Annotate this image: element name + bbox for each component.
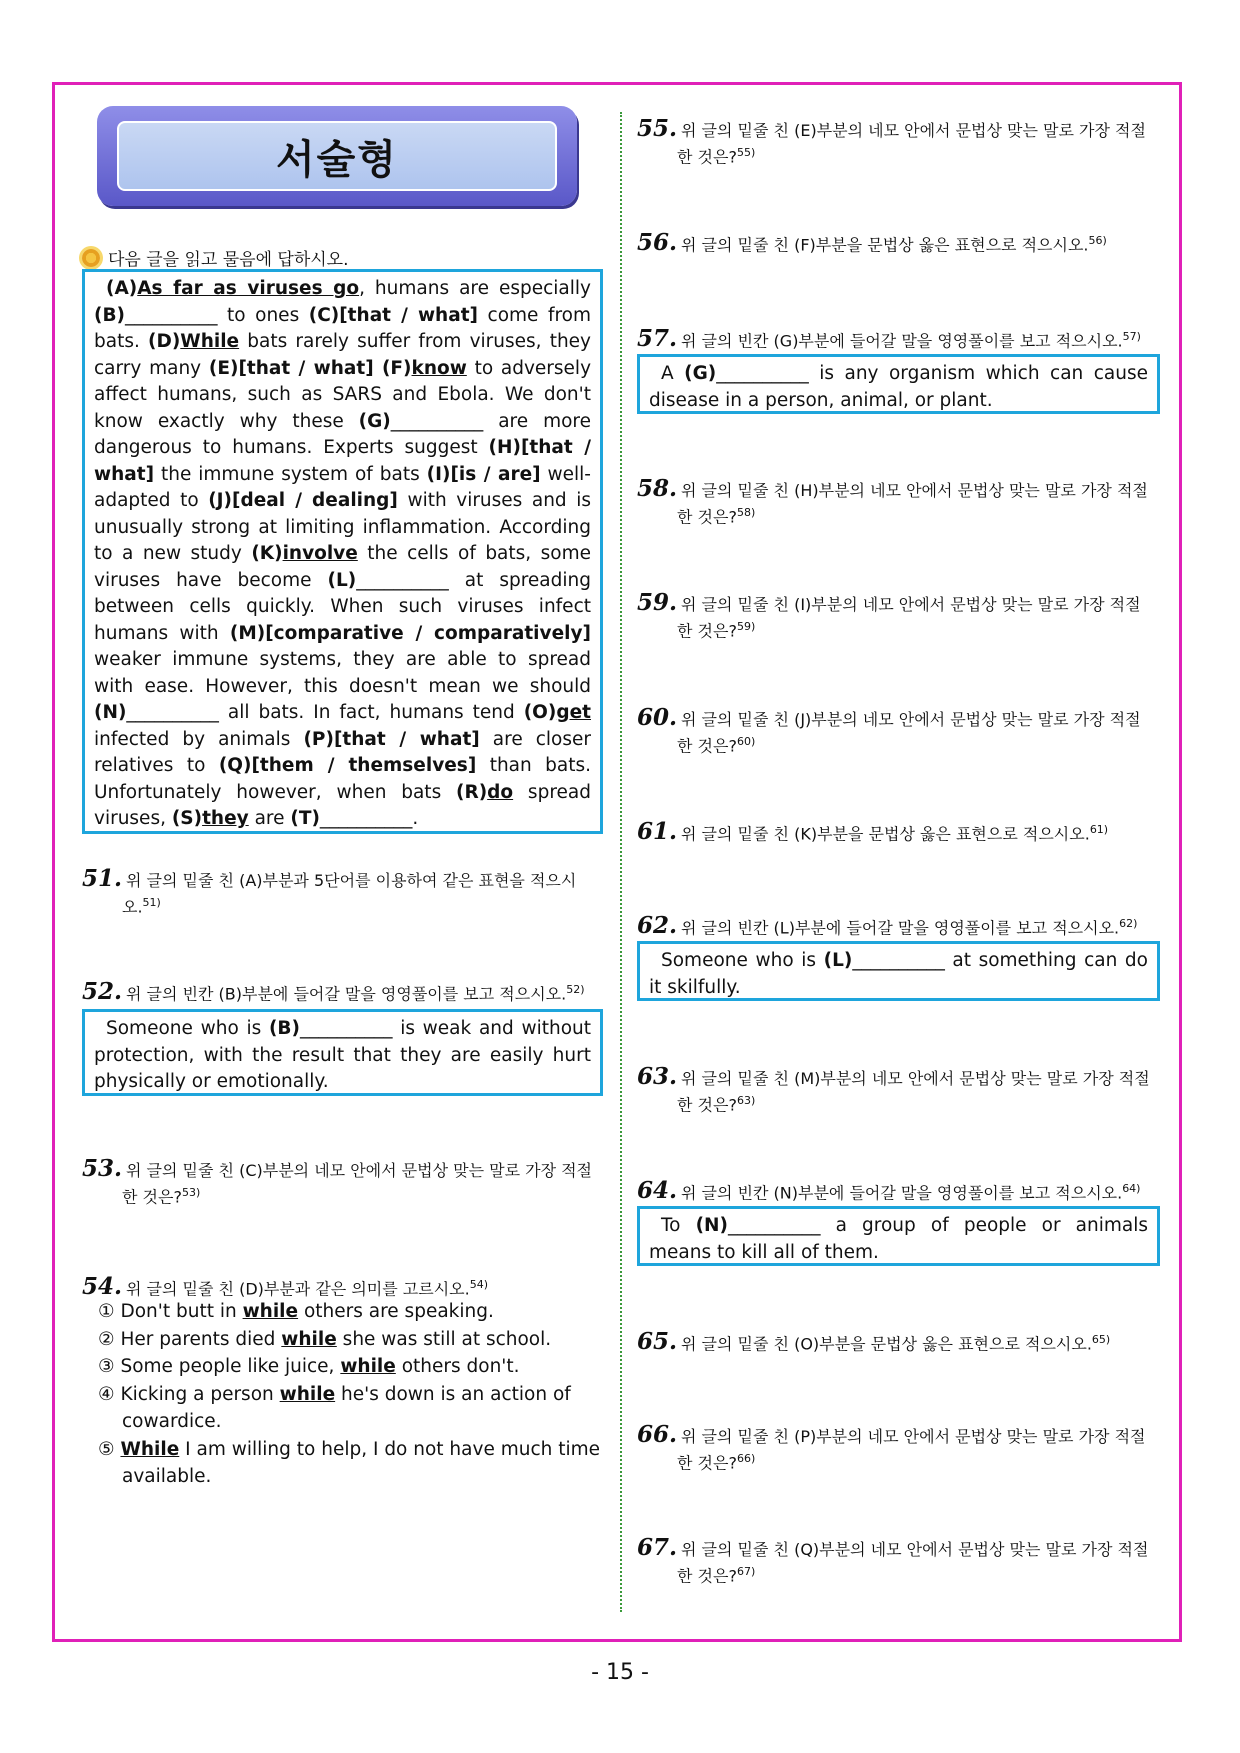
footnote-ref: 59)	[736, 620, 756, 633]
question-number: 59.	[637, 589, 678, 616]
question-56	[637, 230, 1160, 256]
question-text: 위 글의 밑줄 친 (C)부분의 네모 안에서 문법상 맞는 말로 가장 적절	[126, 1161, 593, 1180]
question-number: 56.	[637, 229, 678, 257]
question-number: 61.	[637, 818, 678, 846]
question-text: 위 글의 밑줄 친 (H)부분의 네모 안에서 문법상 맞는 말로 가장 적절	[681, 481, 1148, 500]
question-text-cont: 한 것은?	[677, 1566, 737, 1586]
footnote-ref: 56)	[1088, 234, 1107, 247]
question-text: 위 글의 밑줄 친 (A)부분과 5단어를 이용하여 같은 표현을 적으시	[126, 871, 577, 890]
question-text: 위 글의 밑줄 친 (K)부분을 문법상 옳은 표현으로 적으시오.	[681, 824, 1090, 844]
question-63	[637, 1063, 1160, 1116]
question-58	[637, 475, 1160, 528]
footnote-ref: 67)	[736, 1565, 756, 1578]
question-text: 위 글의 밑줄 친 (J)부분의 네모 안에서 문법상 맞는 말로 가장 적절	[681, 710, 1141, 729]
passage-box	[82, 269, 603, 834]
question-number: 60.	[637, 704, 678, 731]
instruction	[82, 245, 349, 270]
question-text: 위 글의 밑줄 친 (E)부분의 네모 안에서 문법상 맞는 말로 가장 적절	[681, 121, 1146, 140]
footnote-ref: 55)	[736, 146, 756, 159]
passage-text: (A)As far as viruses go, humans are especially (B)__________ to ones (C)[that / what] come from bats. (D)While bats rarely suffer from viruses, they carry many (E)[that / what] (F)know to adversely affect humans, such as SARS and Ebola. We don't know exactly why these (G)__________ are more dangerous to humans. Experts suggest (H)[that / what] the immune system of bats (I)[is / are] well-adapted to (J)[deal / dealing] with viruses and is unusually strong at limiting inflammation. According to a new study (K)involve the cells of bats, some viruses have become (L)__________ at spreading between cells quickly. When such viruses infect humans with (M)[comparative / comparatively] weaker immune systems, they are able to spread with ease. However, this doesn't mean we should (N)__________ all bats. In fact, humans tend (O)get infected by animals (P)[that / what] are closer relatives to (Q)[them / themselves] than bats. Unfortunately however, when bats (R)do spread viruses, (S)they are (T)__________.	[94, 278, 592, 829]
question-text: 위 글의 빈칸 (L)부분에 들어갈 말을 영영풀이를 보고 적으시오.	[681, 918, 1120, 938]
footnote-ref: 65)	[1091, 1333, 1111, 1346]
question-text: 위 글의 밑줄 친 (I)부분의 네모 안에서 문법상 맞는 말로 가장 적절	[681, 595, 1141, 614]
footnote-ref: 54)	[469, 1278, 489, 1291]
footnote-ref: 63)	[736, 1094, 756, 1107]
question-65	[637, 1329, 1160, 1355]
question-number: 55.	[637, 115, 678, 142]
definition-text: To (N)__________ a group of people or animals means to kill all of them.	[649, 1215, 1149, 1263]
question-61	[637, 819, 1160, 845]
question-number: 62.	[637, 912, 678, 940]
question-text-cont: 한 것은?	[677, 507, 737, 527]
question-text: 위 글의 밑줄 친 (P)부분의 네모 안에서 문법상 맞는 말로 가장 적절	[681, 1427, 1146, 1446]
question-number: 52.	[82, 978, 123, 1006]
question-54	[82, 1274, 603, 1300]
definition-box-n	[637, 1206, 1160, 1266]
question-number: 51.	[82, 865, 123, 892]
sun-icon	[82, 249, 100, 267]
option-1: ① Don't butt in while others are speaking.	[98, 1301, 494, 1322]
question-text: 위 글의 빈칸 (B)부분에 들어갈 말을 영영풀이를 보고 적으시오.	[126, 984, 567, 1004]
answer-options	[94, 1298, 603, 1491]
option-3: ③ Some people like juice, while others don't.	[98, 1356, 520, 1377]
question-number: 64.	[637, 1177, 678, 1205]
question-text: 위 글의 빈칸 (N)부분에 들어갈 말을 영영풀이를 보고 적으시오.	[681, 1183, 1123, 1203]
page-number: - 15 -	[591, 1660, 649, 1685]
question-text-cont: 한 것은?	[677, 621, 737, 641]
footnote-ref: 51)	[142, 896, 161, 909]
question-number: 63.	[637, 1063, 678, 1090]
question-text: 위 글의 밑줄 친 (F)부분을 문법상 옳은 표현으로 적으시오.	[681, 235, 1089, 255]
footnote-ref: 62)	[1119, 917, 1138, 930]
question-62	[637, 913, 1160, 939]
question-text-cont: 한 것은?	[122, 1187, 182, 1207]
question-number: 53.	[82, 1155, 123, 1182]
footnote-ref: 57)	[1122, 330, 1141, 343]
question-number: 65.	[637, 1328, 678, 1356]
definition-box-l	[637, 941, 1160, 1001]
column-divider	[620, 112, 622, 1612]
definition-text: A (G)__________ is any organism which can cause disease in a person, animal, or plant.	[649, 363, 1148, 411]
footnote-ref: 64)	[1122, 1182, 1141, 1195]
footnote-ref: 60)	[736, 735, 756, 748]
question-text: 위 글의 밑줄 친 (D)부분과 같은 의미를 고르시오.	[126, 1279, 470, 1299]
definition-text: Someone who is (L)__________ at something can do it skilfully.	[649, 950, 1148, 998]
option-2: ② Her parents died while she was still at school.	[98, 1328, 552, 1350]
question-66	[637, 1421, 1160, 1474]
question-text-cont: 한 것은?	[677, 1095, 737, 1115]
question-text: 위 글의 밑줄 친 (O)부분을 문법상 옳은 표현으로 적으시오.	[681, 1334, 1092, 1354]
question-67	[637, 1534, 1160, 1587]
question-text-cont: 한 것은?	[677, 147, 737, 167]
footnote-ref: 58)	[736, 506, 756, 519]
question-53	[82, 1155, 603, 1208]
definition-box-g	[637, 354, 1160, 414]
footnote-ref: 52)	[566, 983, 585, 996]
question-number: 54.	[82, 1273, 123, 1301]
question-51	[82, 865, 603, 918]
question-60	[637, 704, 1160, 757]
footnote-ref: 53)	[181, 1186, 201, 1199]
question-55	[637, 115, 1160, 168]
question-text-cont: 오.	[122, 897, 143, 917]
question-text-cont: 한 것은?	[677, 736, 737, 756]
footnote-ref: 66)	[736, 1452, 756, 1465]
question-number: 58.	[637, 475, 678, 502]
question-text: 위 글의 빈칸 (G)부분에 들어갈 말을 영영풀이를 보고 적으시오.	[681, 331, 1123, 351]
instruction-text: 다음 글을 읽고 물음에 답하시오.	[108, 250, 349, 270]
question-64	[637, 1178, 1160, 1204]
question-59	[637, 589, 1160, 642]
option-5: ⑤ While I am willing to help, I do not have much time available.	[98, 1438, 601, 1487]
question-text: 위 글의 밑줄 친 (M)부분의 네모 안에서 문법상 맞는 말로 가장 적절	[681, 1069, 1150, 1088]
question-number: 57.	[637, 325, 678, 353]
question-number: 66.	[637, 1421, 678, 1448]
question-57	[637, 326, 1160, 352]
definition-text: Someone who is (B)__________ is weak and without protection, with the result that they are easily hurt physically or emotionally.	[94, 1018, 591, 1092]
page-title: 서술형	[117, 121, 557, 191]
title-banner	[97, 106, 577, 206]
footnote-ref: 61)	[1089, 823, 1109, 836]
definition-box-b	[82, 1009, 603, 1096]
question-52	[82, 979, 603, 1005]
question-text: 위 글의 밑줄 친 (Q)부분의 네모 안에서 문법상 맞는 말로 가장 적절	[681, 1540, 1149, 1559]
option-4: ④ Kicking a person while he's down is an action of cowardice.	[98, 1383, 571, 1432]
question-number: 67.	[637, 1534, 678, 1561]
question-text-cont: 한 것은?	[677, 1453, 737, 1473]
